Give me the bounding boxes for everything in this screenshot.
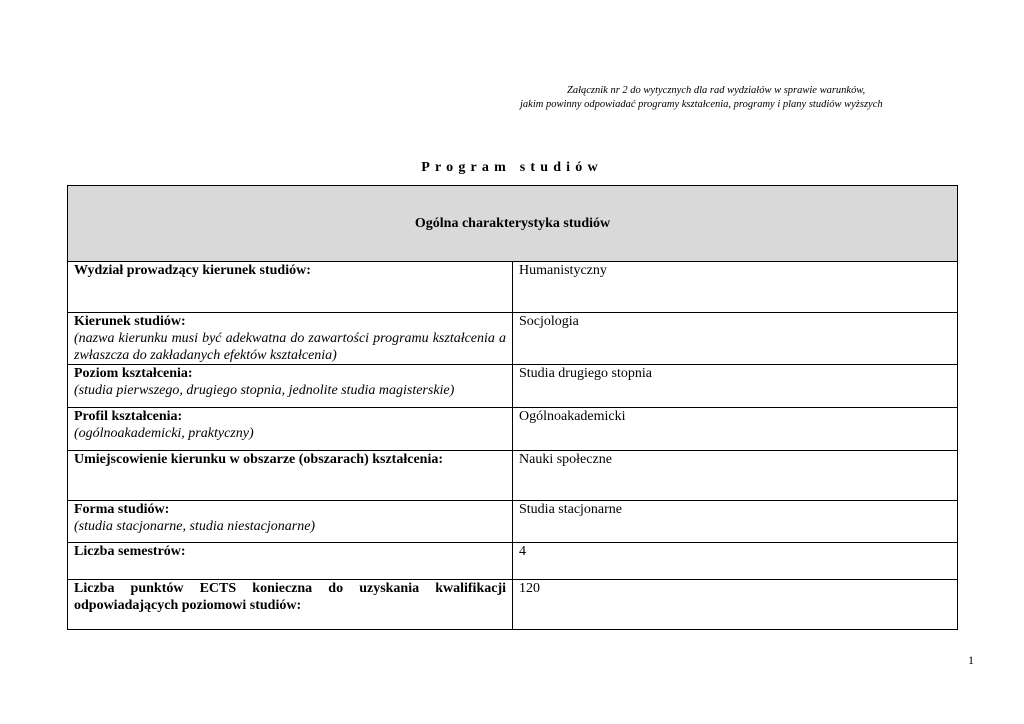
row-value: Studia stacjonarne xyxy=(513,501,958,543)
table-header: Ogólna charakterystyka studiów xyxy=(68,186,958,262)
row-value: Nauki społeczne xyxy=(513,451,958,501)
row-note: (ogólnoakademicki, praktyczny) xyxy=(74,426,254,441)
table-row xyxy=(68,313,958,365)
page-number: 1 xyxy=(968,653,974,667)
table-row xyxy=(68,501,958,543)
table-row xyxy=(68,580,958,630)
row-label: Liczba semestrów: xyxy=(74,544,186,559)
table-row xyxy=(68,451,958,501)
row-label-cell xyxy=(68,501,513,543)
table-row xyxy=(68,365,958,408)
table-row xyxy=(68,543,958,580)
row-value: Humanistyczny xyxy=(513,262,958,313)
table-row xyxy=(68,262,958,313)
row-note: (studia stacjonarne, studia niestacjonarne) xyxy=(74,519,316,534)
annex-line-2: jakim powinny odpowiadać programy kształcenia, programy i plany studiów wyższych xyxy=(520,98,883,110)
row-label-cell xyxy=(68,313,513,365)
row-value: Ogólnoakademicki xyxy=(513,408,958,451)
row-label-cell xyxy=(68,365,513,408)
row-label-cell xyxy=(68,262,513,313)
row-label: Liczba punktów ECTS konieczna do uzyskania kwalifikacji odpowiadających poziomowi studiów: xyxy=(74,581,506,613)
row-label: Wydział prowadzący kierunek studiów: xyxy=(74,263,311,278)
row-note: (nazwa kierunku musi być adekwatna do zawartości programu kształcenia a zwłaszcza do zakładanych efektów kształcenia) xyxy=(74,331,506,363)
program-table xyxy=(67,185,958,630)
row-label: Kierunek studiów: xyxy=(74,314,186,329)
row-value: 120 xyxy=(513,580,958,630)
row-value: 4 xyxy=(513,543,958,580)
row-label-cell xyxy=(68,543,513,580)
table-row xyxy=(68,408,958,451)
row-label: Umiejscowienie kierunku w obszarze (obszarach) kształcenia: xyxy=(74,452,444,467)
row-value: Socjologia xyxy=(513,313,958,365)
row-label: Forma studiów: xyxy=(74,502,170,517)
row-label-cell xyxy=(68,580,513,630)
annex-note xyxy=(520,84,942,111)
document-title: Program studiów xyxy=(421,160,603,175)
row-value: Studia drugiego stopnia xyxy=(513,365,958,408)
annex-line-1: Załącznik nr 2 do wytycznych dla rad wydziałów w sprawie warunków, xyxy=(567,85,866,96)
row-label-cell xyxy=(68,408,513,451)
row-note: (studia pierwszego, drugiego stopnia, jednolite studia magisterskie) xyxy=(74,383,455,398)
row-label: Profil kształcenia: xyxy=(74,409,183,424)
table-header-row xyxy=(68,186,958,262)
row-label-cell xyxy=(68,451,513,501)
row-label: Poziom kształcenia: xyxy=(74,366,193,381)
